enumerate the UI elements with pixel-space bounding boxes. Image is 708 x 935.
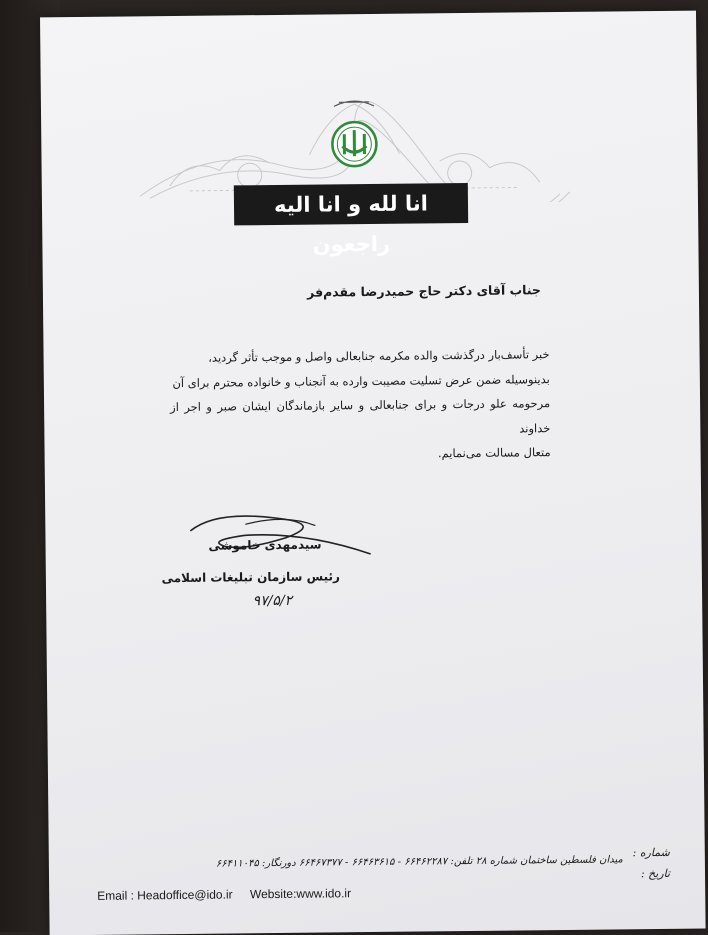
islamic-propagation-emblem-icon: [332, 122, 376, 166]
footer-email: Email : Headoffice@ido.ir: [97, 887, 233, 903]
footer-website: Website:www.ido.ir: [249, 886, 352, 902]
body-line-4: متعال مسالت می‌نمایم.: [437, 445, 551, 461]
letter-number: ۹۷/۵/۲: [252, 592, 293, 610]
body-line-1: خبر تأسف‌بار درگذشت والده مکرمه جنابعالی واصل و موجب تأثر گردید،: [208, 347, 550, 365]
signatory-title: رئیس سازمان تبلیغات اسلامی: [161, 569, 340, 586]
body-line-3: مرحومه علو درجات و برای جنابعالی و سایر بازماندگان ایشان صبر و اجر از خداوند: [170, 396, 551, 435]
footer-address: میدان فلسطین ساختمان شماره ۲۸ تلفن: ۶۶۴۶۲۲۸۷ - ۶۶۴۶۳۶۱۵ - ۶۶۴۶۷۳۷۷ دورنگار: ۶۶۴۱۱۰۴۵: [215, 854, 623, 870]
footer-contact: [97, 886, 365, 903]
letter-paper: [40, 11, 706, 935]
signatory-name: سیدمهدی خاموشی: [208, 537, 322, 553]
condolence-banner: انا لله و انا الیه راجعون: [234, 183, 468, 225]
date-label: تاریخ :: [640, 866, 671, 881]
letter-body: [169, 342, 550, 468]
number-label: شماره :: [632, 845, 670, 860]
body-line-2: بدینوسیله ضمن عرض تسلیت مصیبت وارده به آنجناب و خانواده محترم برای آن: [172, 371, 550, 390]
recipient-line: جناب آقای دکتر حاج حمیدرضا مقدم‌فر: [307, 282, 541, 300]
